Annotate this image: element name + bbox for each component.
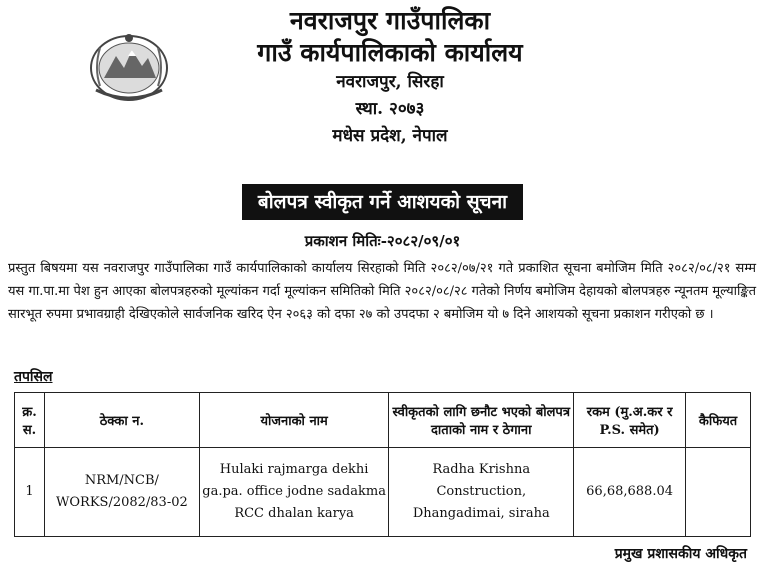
details-label: तपसिल (14, 369, 53, 385)
publish-date: प्रकाशन मितिः-२०८२/०९/०१ (304, 232, 461, 250)
header-project-name: योजनाको नाम (199, 393, 389, 448)
office-header (160, 6, 620, 150)
header-bidder: स्वीकृतको लागि छनौट भएको बोलपत्र दाताको नाम र ठेगाना (389, 393, 574, 448)
cell-amount: 66,68,688.04 (574, 448, 686, 537)
cell-project-name: Hulaki rajmarga dekhi ga.pa. office jodne sadakma RCC dhalan karya (199, 448, 389, 537)
table-row (15, 448, 751, 537)
notice-title-wrap (0, 184, 765, 220)
cell-sn: 1 (15, 448, 45, 537)
cell-bidder: Radha Krishna Construction, Dhangadimai, siraha (389, 448, 574, 537)
bid-table (14, 392, 751, 537)
office-name: गाउँ कार्यपालिकाको कार्यालय (257, 38, 523, 67)
province-country: मधेस प्रदेश, नेपाल (332, 126, 448, 146)
header-amount: रकम (मु.अ.कर र P.S. समेत) (574, 393, 686, 448)
header-remarks: कैफियत (686, 393, 751, 448)
signatory-title: प्रमुख प्रशासकीय अधिकृत (614, 546, 747, 562)
header-sn: क्र. स. (15, 393, 45, 448)
office-address: नवराजपुर, सिरहा (336, 72, 444, 92)
notice-title: बोलपत्र स्वीकृत गर्ने आशयको सूचना (242, 184, 523, 220)
cell-contract-no: NRM/NCB/ WORKS/2082/83-02 (44, 448, 199, 537)
municipality-name: नवराजपुर गाउँपालिका (289, 6, 491, 35)
table-header-row (15, 393, 751, 448)
header-contract-no: ठेक्का न. (44, 393, 199, 448)
established-year: स्था. २०७३ (355, 99, 425, 119)
cell-remarks (686, 448, 751, 537)
notice-body: प्रस्तुत बिषयमा यस नवराजपुर गाउँपालिका गाउँ कार्यपालिकाको कार्यालय सिरहाको मिति २०८२/०७/२१ गते प्रकाशित सूचना बमोजिम मिति २०८२/०८/२१ सम्म यस गा.पा.मा पेश हुन आएका बोलपत्रहरुको मूल्यांकन गर्दा मूल्यांकन समितिको मिति २०८२/०८/२८ गतेको निर्णय बमोजिम देहायको बोलपत्रहरु न्यूनतम मूल्याङ्कित सारभूत रुपमा प्रभावग्राही देखिएकोले सार्वजनिक खरिद ऐन २०६३ को दफा २७ को उपदफा २ बमोजिम यो ७ दिने आशयको सूचना प्रकाशन गरीएको छ । (8, 261, 756, 322)
